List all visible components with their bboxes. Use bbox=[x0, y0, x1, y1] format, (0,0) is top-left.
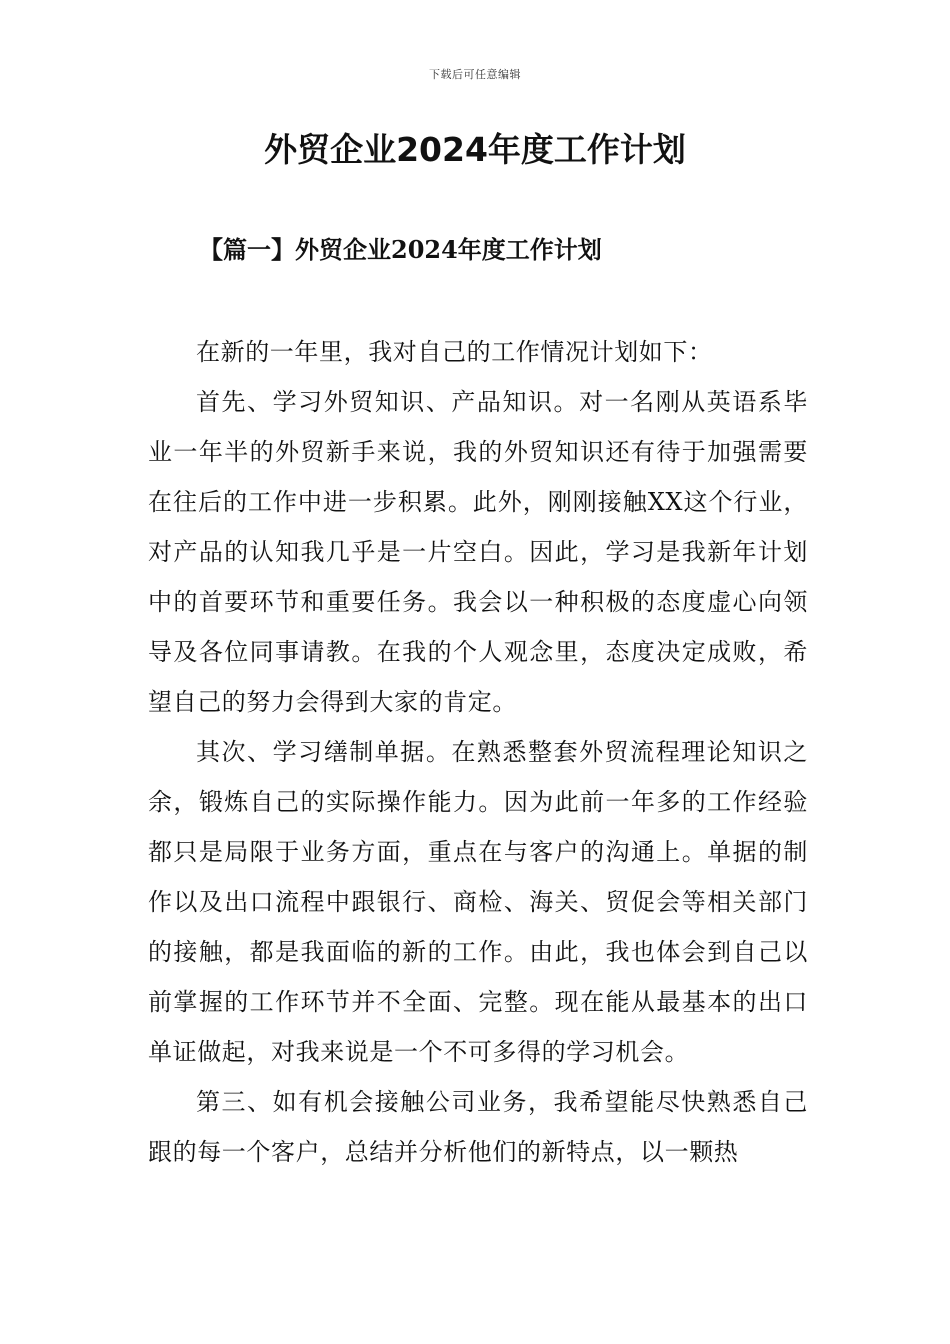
paragraph-second: 其次、学习缮制单据。在熟悉整套外贸流程理论知识之余，锻炼自己的实际操作能力。因为此前一年多的工作经验都只是局限于业务方面，重点在与客户的沟通上。单据的制作以及出口流程中跟银行、商检、海关、贸促会等相关部门的接触，都是我面临的新的工作。由此，我也体会到自己以前掌握的工作环节并不全面、完整。现在能从最基本的出口单证做起，对我来说是一个不可多得的学习机会。 bbox=[148, 738, 808, 1066]
header-note: 下载后可任意编辑 bbox=[429, 68, 521, 81]
body-text bbox=[148, 327, 808, 1177]
document-title: 外贸企业2024年度工作计划 bbox=[264, 130, 686, 169]
section-heading: 【篇一】外贸企业2024年度工作计划 bbox=[199, 235, 602, 264]
paragraph-first: 首先、学习外贸知识、产品知识。对一名刚从英语系毕业一年半的外贸新手来说，我的外贸知识还有待于加强需要在往后的工作中进一步积累。此外，刚刚接触XX这个行业，对产品的认知我几乎是一片空白。因此，学习是我新年计划中的首要环节和重要任务。我会以一种积极的态度虚心向领导及各位同事请教。在我的个人观念里，态度决定成败，希望自己的努力会得到大家的肯定。 bbox=[148, 388, 808, 716]
paragraph-third: 第三、如有机会接触公司业务，我希望能尽快熟悉自己跟的每一个客户，总结并分析他们的新特点，以一颗热 bbox=[148, 1088, 808, 1166]
paragraph-intro: 在新的一年里，我对自己的工作情况计划如下： bbox=[196, 338, 713, 366]
